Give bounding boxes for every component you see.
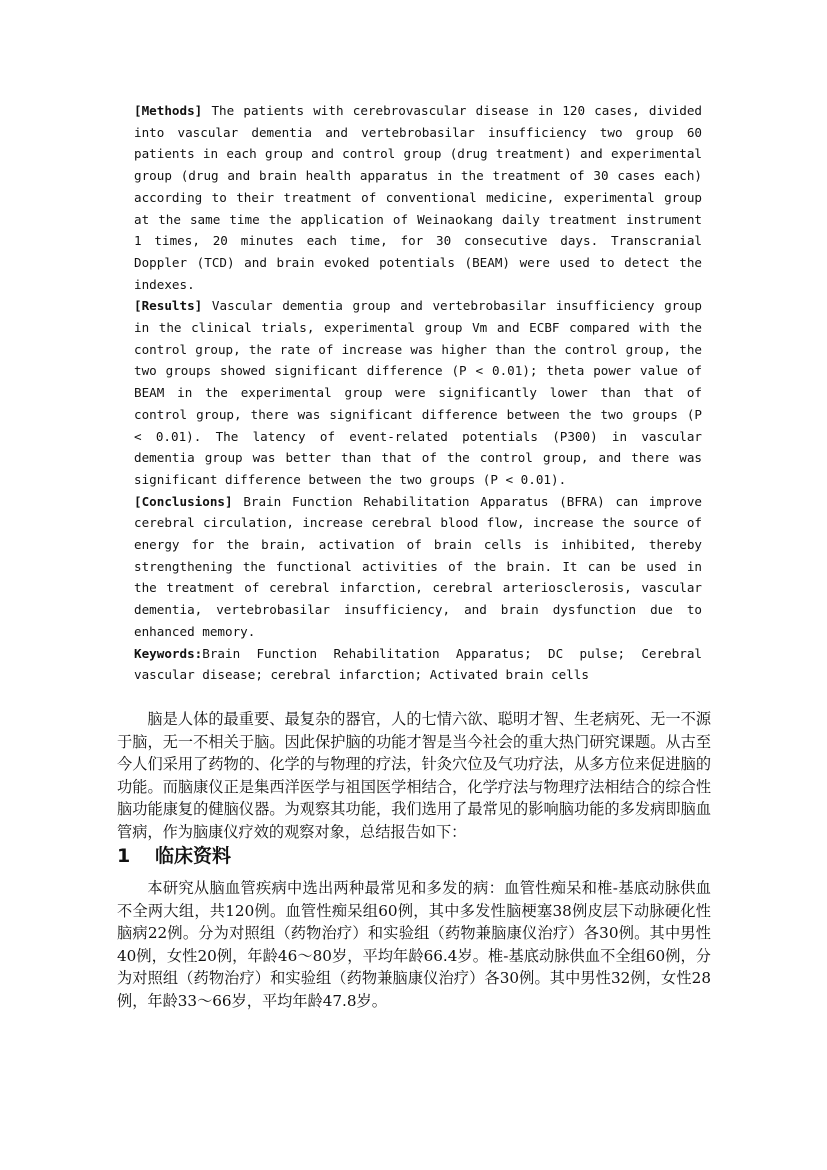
english-abstract: [126, 100, 702, 686]
section-heading: [117, 843, 231, 869]
conclusions-text: Brain Function Rehabilitation Apparatus (BFRA) can improve cerebral circulation, increase cerebral blood flow, increase the source of energy for the brain, activation of brain cells is inhibited, thereby strengthening the functional activities of the brain. It can be used in the treatment of cerebral infarction, cerebral arteriosclerosis, vascular dementia, vertebrobasilar insufficiency, and brain dysfunction due to enhanced memory.: [134, 493, 702, 639]
keywords-label: Keywords:: [134, 645, 203, 661]
results-text: Vascular dementia group and vertebrobasilar insufficiency group in the clinical trials, experimental group Vm and ECBF compared with the control group, the rate of increase was higher than the control group, the two groups showed significant difference (P < 0.01); theta power value of BEAM in the experimental group were significantly lower than that of control group, there was significant difference between the two groups (P < 0.01). The latency of event-related potentials (P300) in vascular dementia group was better than that of the control group, and there was significant difference between the two groups (P < 0.01).: [134, 298, 702, 487]
chinese-introduction: [117, 708, 711, 844]
keywords-paragraph: [134, 643, 702, 686]
methods-paragraph: [134, 100, 702, 295]
conclusions-label: [Conclusions]: [134, 493, 233, 509]
methods-label: [Methods]: [134, 103, 203, 118]
intro-paragraph: 脑是人体的最重要、最复杂的器官，人的七情六欲、聪明才智、生老病死、无一不源于脑，无一不相关于脑。因此保护脑的功能才智是当今社会的重大热门研究课题。从古至今人们采用了药物的、化学的与物理的疗法，针灸穴位及气功疗法，从多方位来促进脑的功能。而脑康仪正是集西洋医学与祖国医学相结合，化学疗法与物理疗法相结合的综合性脑功能康复的健脑仪器。为观察其功能，我们选用了最常见的影响脑功能的多发病即脑血管病，作为脑康仪疗效的观察对象，总结报告如下：: [117, 710, 711, 841]
section-title: 临床资料: [155, 845, 232, 867]
section-number: 1: [117, 845, 131, 867]
results-label: [Results]: [134, 298, 203, 314]
clinical-data-paragraph: 本研究从脑血管疾病中选出两种最常见和多发的病：血管性痴呆和椎-基底动脉供血不全两大组，共120例。血管性痴呆组60例，其中多发性脑梗塞38例皮层下动脉硬化性脑病22例。分为对照组（药物治疗）和实验组（药物兼脑康仪治疗）各30例。其中男性40例，女性20例，年龄46～80岁，平均年龄66.4岁。椎-基底动脉供血不全组60例，分为对照组（药物治疗）和实验组（药物兼脑康仪治疗）各30例。其中男性32例，女性28例，年龄33～66岁，平均年龄47.8岁。: [117, 879, 711, 1010]
section-body: [117, 877, 711, 1013]
results-paragraph: [134, 295, 702, 490]
methods-text: The patients with cerebrovascular disease in 120 cases, divided into vascular dementia and vertebrobasilar insufficiency two group 60 patients in each group and control group (drug treatment) and experimental group (drug and brain health apparatus in the treatment of 30 cases each) according to their treatment of conventional medicine, experimental group at the same time the application of Weinaokang daily treatment instrument 1 times, 20 minutes each time, for 30 consecutive days. Transcranial Doppler (TCD) and brain evoked potentials (BEAM) were used to detect the indexes.: [134, 103, 702, 292]
conclusions-paragraph: [134, 491, 702, 643]
keywords-text: Brain Function Rehabilitation Apparatus; DC pulse; Cerebral vascular disease; cerebral infarction; Activated brain cells: [134, 645, 702, 683]
